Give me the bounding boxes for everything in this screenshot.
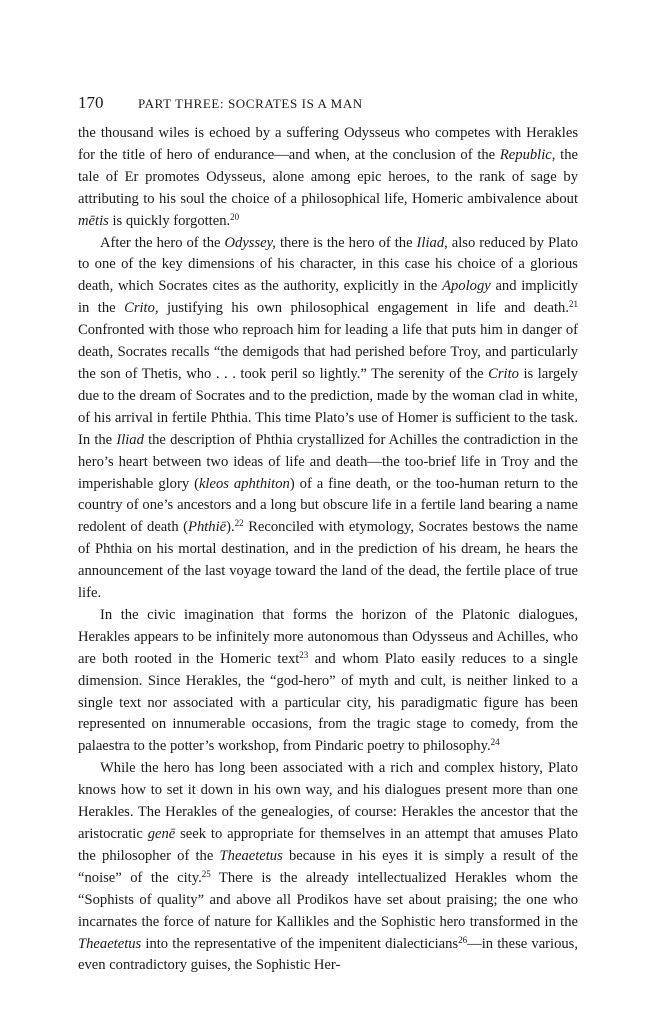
text-run: and implicitly in the	[78, 278, 578, 317]
text-run: justifying his own philosophical engagement in life and death.	[158, 300, 570, 317]
footnote-ref-23[interactable]: 23	[299, 649, 309, 660]
paragraph-3	[78, 605, 578, 758]
text-run: ).	[226, 519, 235, 536]
text-run: because in his eyes it is simply a result of the “noise” of the city.	[78, 847, 578, 886]
text-run: the description of Phthia crystallized for Achilles the contradiction in the hero’s heart between two ideas of life and death—the too-brief life in Troy and the imperishable glory (	[78, 431, 578, 492]
footnote-ref-21[interactable]: 21	[569, 299, 579, 310]
title-theaetetus: Theaetetus	[219, 847, 283, 864]
title-theaetetus: Theaetetus	[78, 935, 142, 952]
term-gene: genē	[147, 826, 176, 842]
text-run: also reduced by Plato to one of the key dimensions of his character, in this case his choice of a glorious death, which Socrates cites as the authority, explicitly in the	[78, 234, 579, 295]
paragraph-2	[78, 233, 578, 605]
book-page	[78, 93, 578, 977]
paragraph-4	[78, 758, 578, 977]
title-crito: Crito,	[124, 300, 159, 317]
text-run: into the representative of the impenitent dialecticians	[141, 935, 459, 952]
footnote-ref-26[interactable]: 26	[458, 934, 468, 945]
title-republic: Republic,	[499, 146, 556, 163]
text-run: the tale of Er promotes Odysseus, alone among epic heroes, to the rank of sage by attributing to his soul the choice of a philosophical life, Homeric ambivalence about	[78, 146, 578, 207]
text-run: there is the hero of the	[275, 234, 417, 251]
title-iliad: Iliad	[116, 431, 144, 448]
title-odyssey: Odyssey,	[224, 234, 276, 251]
text-run: In the civic imagination that forms the horizon of the Platonic dialogues, Herakles appears to be infinitely more autonomous than Odysseus and Achilles, who are both rooted in the Homeric text	[78, 606, 578, 667]
footnote-ref-24[interactable]: 24	[490, 737, 500, 748]
title-apology: Apology	[442, 278, 491, 295]
text-run: Confronted with those who reproach him for leading a life that puts him in danger of death, Socrates recalls “the demigods that had perished before Troy, and particularly the son of Thetis, who . . . took peril so lightly.” The serenity of the	[78, 322, 578, 382]
text-run: seek to appropriate for themselves in an attempt that amuses Plato the philosopher of the	[78, 826, 578, 864]
page-number: 170	[78, 93, 104, 112]
title-crito: Crito	[488, 365, 519, 382]
running-head	[78, 93, 578, 115]
text-run: is quickly forgotten.	[108, 212, 231, 229]
text-run: and whom Plato easily reduces to a single dimension. Since Herakles, the “god-hero” of myth and cult, is neither linked to a single text nor associated with a particular city, his paradigmatic figure has been represented on innumerable occasions, from the tragic stage to comedy, from the palaestra to the potter’s workshop, from Pindaric poetry to philosophy.	[78, 650, 578, 755]
running-title: PART THREE: SOCRATES IS A MAN	[138, 96, 363, 111]
term-kleos-aphthiton: kleos aphthiton	[198, 475, 290, 492]
text-run: While the hero has long been associated with a rich and complex history, Plato knows how to set it down in his own way, and his dialogues present more than one Herakles. The Herakles of the genealogies, of course: Herakles the ancestor that the aristocratic	[78, 760, 578, 842]
paragraph-1	[78, 123, 578, 233]
text-run: There is the already intellectualized Herakles whom the “Sophists of quality” and above all Prodikos have set about praising; the one who incarnates the force of nature for Kallikles and the Sophistic hero transformed in the	[78, 869, 578, 930]
body-text	[78, 123, 578, 977]
text-run: After the hero of the	[100, 234, 225, 251]
text-run: Reconciled with etymology, Socrates bestows the name of Phthia on his mortal destination, and in the prediction of his dream, he hears the announcement of the last voyage toward the land of the dead, the fertile place of true life.	[78, 519, 578, 602]
text-run: —in these various, even contradictory guises, the Sophistic Her-	[78, 935, 579, 974]
footnote-ref-22[interactable]: 22	[234, 518, 244, 529]
text-run: the thousand wiles is echoed by a suffering Odysseus who competes with Herakles for the title of hero of endurance—and when, at the conclusion of the	[78, 125, 578, 163]
term-phthie: Phthiē	[188, 519, 227, 536]
text-run: ) of a fine death, or the too-human return to the country of one’s ancestors and a long but obscure life in a fertile land bearing a name redolent of death (	[78, 475, 578, 536]
text-run: is largely due to the dream of Socrates and to the prediction, made by the woman clad in white, of his arrival in fertile Phthia. This time Plato’s use of Homer is sufficient to the task. In the	[78, 365, 578, 448]
term-metis: mētis	[78, 212, 109, 229]
title-iliad: Iliad,	[416, 234, 448, 251]
footnote-ref-20[interactable]: 20	[230, 211, 240, 222]
footnote-ref-25[interactable]: 25	[201, 868, 211, 879]
